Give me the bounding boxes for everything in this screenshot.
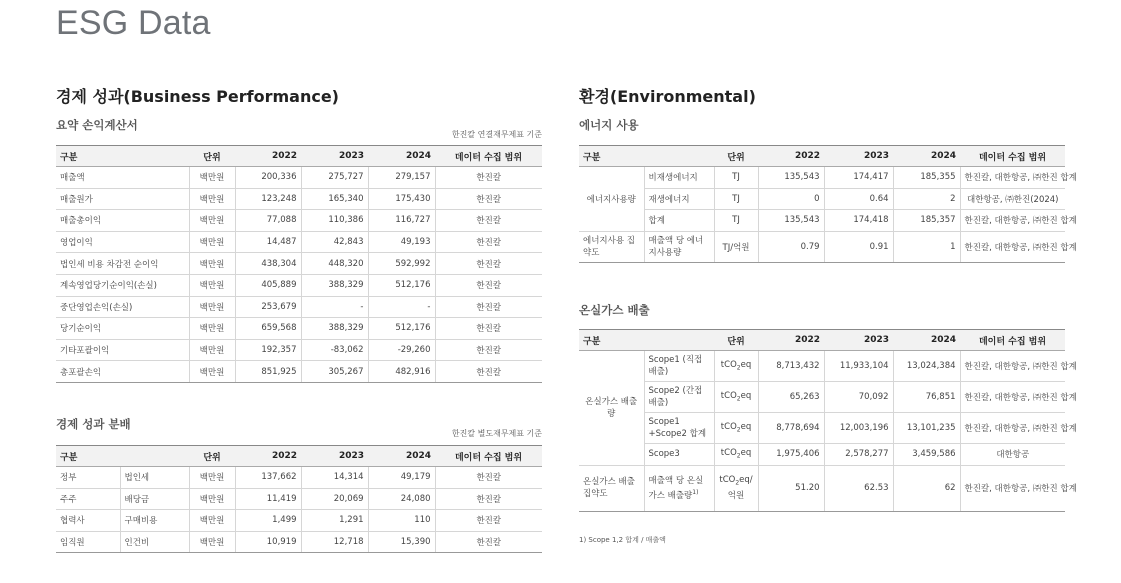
table-row: [579, 167, 1065, 189]
cell-unit: [714, 444, 758, 466]
cell-2024: 592,992: [368, 253, 435, 275]
environmental-section: [579, 84, 1065, 107]
cell-2022: 0: [758, 188, 824, 210]
header-2023: 2023: [824, 330, 893, 351]
cell-stakeholder: 정부: [56, 467, 120, 489]
unit-subscript: 2: [736, 395, 741, 403]
cell-2022: 137,662: [235, 467, 301, 489]
cell-2024: 185,357: [893, 210, 960, 232]
cell-2024: 1: [893, 231, 960, 262]
cell-unit: [714, 465, 758, 511]
cell-2024: 279,157: [368, 167, 435, 189]
cell-2024: 116,727: [368, 210, 435, 232]
cell-category: 법인세 비용 차감전 순이익: [56, 253, 189, 275]
cell-unit: TJ: [714, 188, 758, 210]
cell-2024: 24,080: [368, 488, 435, 510]
cell-category: 매출액: [56, 167, 189, 189]
cell-group: 에너지사용 집약도: [579, 231, 644, 262]
cell-scope: 대한항공, ㈜한진(2024): [960, 188, 1065, 210]
table-row: [56, 274, 542, 296]
header-category: 구분: [579, 330, 714, 351]
cell-2024: 13,024,384: [893, 351, 960, 382]
cell-2024: -: [368, 296, 435, 318]
footnote-marker: 1): [692, 488, 699, 496]
cell-unit: TJ: [714, 210, 758, 232]
cell-subcategory: 합계: [644, 210, 714, 232]
header-2024: 2024: [893, 146, 960, 167]
cell-scope: 한진칼: [435, 210, 542, 232]
cell-2023: -: [301, 296, 368, 318]
table-row: [56, 361, 542, 383]
cell-scope: 한진칼, 대한항공, ㈜한진 합계: [960, 413, 1065, 444]
header-scope: 데이터 수집 범위: [960, 146, 1065, 167]
cell-scope: 한진칼, 대한항공, ㈜한진 합계: [960, 382, 1065, 413]
cell-2022: 1,499: [235, 510, 301, 532]
cell-2022: 135,543: [758, 210, 824, 232]
economic-section: [56, 84, 542, 107]
unit-text: eq: [740, 391, 752, 402]
page-title: ESG Data: [56, 4, 211, 42]
header-2024: 2024: [368, 146, 435, 167]
cell-scope: 한진칼: [435, 488, 542, 510]
economic-section-title: 경제 성과(Business Performance): [56, 87, 339, 106]
cell-2023: 0.91: [824, 231, 893, 262]
distribution-source-note: 한진칼 별도재무제표 기준: [451, 429, 542, 438]
cell-unit: 백만원: [189, 210, 235, 232]
cell-scope: 한진칼: [435, 531, 542, 553]
cell-scope: 한진칼: [435, 467, 542, 489]
income-statement-table-wrap: [56, 145, 542, 383]
cell-scope: 한진칼: [435, 339, 542, 361]
cell-2023: 388,329: [301, 274, 368, 296]
unit-text: tCO: [720, 448, 737, 459]
cell-scope: 대한항공: [960, 444, 1065, 466]
cell-unit: 백만원: [189, 296, 235, 318]
cell-2023: 12,718: [301, 531, 368, 553]
cell-2024: -29,260: [368, 339, 435, 361]
header-unit: 단위: [714, 146, 758, 167]
header-2022: 2022: [758, 330, 824, 351]
cell-2024: 512,176: [368, 274, 435, 296]
header-unit: 단위: [714, 330, 758, 351]
unit-subscript: 2: [736, 364, 741, 372]
cell-2023: 448,320: [301, 253, 368, 275]
cell-subcategory: Scope3: [644, 444, 714, 466]
income-statement-source-note: 한진칼 연결재무제표 기준: [451, 130, 542, 139]
unit-subscript: 2: [736, 426, 741, 434]
cell-subcategory: [644, 465, 714, 511]
table-header-row: [56, 146, 542, 167]
cell-scope: 한진칼: [435, 231, 542, 253]
table-row: [579, 210, 1065, 232]
cell-unit: [714, 413, 758, 444]
cell-scope: 한진칼: [435, 167, 542, 189]
header-2023: 2023: [301, 446, 368, 467]
cell-2023: 110,386: [301, 210, 368, 232]
energy-table-wrap: [579, 145, 1077, 263]
table-row: [56, 231, 542, 253]
header-2023: 2023: [301, 146, 368, 167]
cell-category: 계속영업당기순이익(손실): [56, 274, 189, 296]
table-row: [56, 253, 542, 275]
cell-2023: 70,092: [824, 382, 893, 413]
energy-block: [579, 117, 1065, 133]
ghg-block: [579, 302, 1065, 318]
cell-unit: [714, 382, 758, 413]
ghg-table: [579, 329, 1077, 512]
cell-2022: 11,419: [235, 488, 301, 510]
cell-2024: 110: [368, 510, 435, 532]
cell-scope: 한진칼, 대한항공, ㈜한진 합계: [960, 231, 1065, 262]
cell-unit: 백만원: [189, 274, 235, 296]
cell-unit: 백만원: [189, 318, 235, 340]
cell-2022: 77,088: [235, 210, 301, 232]
cell-2023: 12,003,196: [824, 413, 893, 444]
ghg-footnote-wrap: [579, 535, 1065, 545]
cell-subcategory: Scope1 (직접배출): [644, 351, 714, 382]
cell-2023: 1,291: [301, 510, 368, 532]
cell-category: 매출원가: [56, 188, 189, 210]
ghg-table-wrap: [579, 329, 1077, 512]
cell-2022: 200,336: [235, 167, 301, 189]
header-scope: 데이터 수집 범위: [960, 330, 1065, 351]
cell-group: 온실가스 배출 집약도: [579, 465, 644, 511]
header-category: 구분: [56, 446, 189, 467]
header-2022: 2022: [758, 146, 824, 167]
cell-category: 중단영업손익(손실): [56, 296, 189, 318]
unit-text: tCO: [719, 475, 736, 486]
table-header-row: [56, 446, 542, 467]
cell-category: 총포괄손익: [56, 361, 189, 383]
table-row: [56, 488, 542, 510]
cell-item: 배당금: [120, 488, 189, 510]
cell-scope: 한진칼: [435, 253, 542, 275]
cell-subcategory: 재생에너지: [644, 188, 714, 210]
table-row: [56, 467, 542, 489]
cell-2022: 851,925: [235, 361, 301, 383]
cell-2022: 1,975,406: [758, 444, 824, 466]
cell-unit: 백만원: [189, 167, 235, 189]
cell-2022: 8,778,694: [758, 413, 824, 444]
cell-2023: 62.53: [824, 465, 893, 511]
cell-unit: [714, 351, 758, 382]
cell-scope: 한진칼, 대한항공, ㈜한진 합계: [960, 465, 1065, 511]
table-row: [579, 444, 1065, 466]
distribution-table-wrap: [56, 445, 542, 553]
cell-item: 인건비: [120, 531, 189, 553]
cell-scope: 한진칼: [435, 296, 542, 318]
cell-2022: 192,357: [235, 339, 301, 361]
income-statement-table: [56, 145, 542, 383]
ghg-footnote: 1) Scope 1,2 합계 / 매출액: [579, 536, 666, 544]
cell-stakeholder: 주주: [56, 488, 120, 510]
table-row: [56, 296, 542, 318]
cell-item: 구매비용: [120, 510, 189, 532]
cell-2022: 0.79: [758, 231, 824, 262]
header-category: 구분: [579, 146, 714, 167]
cell-2024: 49,179: [368, 467, 435, 489]
cell-2024: 2: [893, 188, 960, 210]
unit-text: tCO: [720, 422, 737, 433]
cell-unit: 백만원: [189, 510, 235, 532]
table-row: [579, 382, 1065, 413]
cell-unit: 백만원: [189, 467, 235, 489]
table-row: [56, 167, 542, 189]
table-row: [579, 351, 1065, 382]
cell-2024: 76,851: [893, 382, 960, 413]
cell-2024: 482,916: [368, 361, 435, 383]
cell-unit: TJ: [714, 167, 758, 189]
cell-2023: 275,727: [301, 167, 368, 189]
unit-text: eq: [740, 360, 752, 371]
cell-category: 기타포괄이익: [56, 339, 189, 361]
unit-subscript: 2: [736, 453, 741, 461]
cell-2022: 405,889: [235, 274, 301, 296]
environmental-section-title: 환경(Environmental): [579, 87, 756, 106]
cell-2023: 174,418: [824, 210, 893, 232]
header-2022: 2022: [235, 146, 301, 167]
cell-stakeholder: 협력사: [56, 510, 120, 532]
cell-2023: 11,933,104: [824, 351, 893, 382]
cell-unit: 백만원: [189, 339, 235, 361]
cell-subcategory: Scope2 (간접배출): [644, 382, 714, 413]
cell-scope: 한진칼: [435, 318, 542, 340]
row-label: 매출액 당 온실가스 배출량: [648, 475, 704, 501]
cell-scope: 한진칼, 대한항공, ㈜한진 합계: [960, 351, 1065, 382]
cell-2023: 2,578,277: [824, 444, 893, 466]
cell-2024: 49,193: [368, 231, 435, 253]
cell-2022: 253,679: [235, 296, 301, 318]
table-row: [56, 531, 542, 553]
cell-scope: 한진칼: [435, 274, 542, 296]
cell-scope: 한진칼: [435, 510, 542, 532]
ghg-subhead: 온실가스 배출: [579, 303, 650, 317]
unit-text: tCO: [720, 391, 737, 402]
table-row: [56, 510, 542, 532]
header-2023: 2023: [824, 146, 893, 167]
distribution-note-row: [56, 428, 542, 439]
cell-2023: 165,340: [301, 188, 368, 210]
cell-category: 영업이익: [56, 231, 189, 253]
cell-stakeholder: 임직원: [56, 531, 120, 553]
table-row: [579, 413, 1065, 444]
unit-subscript: 2: [735, 479, 740, 487]
cell-2022: 14,487: [235, 231, 301, 253]
cell-unit: 백만원: [189, 188, 235, 210]
cell-2024: 3,459,586: [893, 444, 960, 466]
table-row: [579, 465, 1065, 511]
cell-2023: 305,267: [301, 361, 368, 383]
cell-unit: 백만원: [189, 531, 235, 553]
cell-2023: 174,417: [824, 167, 893, 189]
energy-subhead: 에너지 사용: [579, 118, 639, 132]
cell-2022: 438,304: [235, 253, 301, 275]
cell-subcategory: 비재생에너지: [644, 167, 714, 189]
unit-text: eq: [740, 422, 752, 433]
table-row: [56, 188, 542, 210]
cell-subcategory: 매출액 당 에너지사용량: [644, 231, 714, 262]
cell-2024: 175,430: [368, 188, 435, 210]
cell-2023: 20,069: [301, 488, 368, 510]
table-row: [579, 231, 1065, 262]
table-header-row: [579, 330, 1065, 351]
cell-2022: 659,568: [235, 318, 301, 340]
header-unit: 단위: [189, 446, 235, 467]
cell-unit: TJ/억원: [714, 231, 758, 262]
cell-2022: 65,263: [758, 382, 824, 413]
cell-category: 당기순이익: [56, 318, 189, 340]
cell-subcategory: Scope1 +Scope2 합계: [644, 413, 714, 444]
table-row: [56, 210, 542, 232]
header-unit: 단위: [189, 146, 235, 167]
cell-2024: 62: [893, 465, 960, 511]
cell-2023: 0.64: [824, 188, 893, 210]
header-2024: 2024: [893, 330, 960, 351]
unit-text: tCO: [720, 360, 737, 371]
cell-2022: 135,543: [758, 167, 824, 189]
cell-unit: 백만원: [189, 253, 235, 275]
header-2022: 2022: [235, 446, 301, 467]
cell-group: 온실가스 배출량: [579, 351, 644, 466]
cell-unit: 백만원: [189, 361, 235, 383]
header-2024: 2024: [368, 446, 435, 467]
table-row: [56, 318, 542, 340]
income-statement-subhead: 요약 손익계산서: [56, 118, 138, 132]
distribution-table: [56, 445, 542, 553]
cell-2022: 8,713,432: [758, 351, 824, 382]
cell-2022: 10,919: [235, 531, 301, 553]
energy-table: [579, 145, 1077, 263]
cell-unit: 백만원: [189, 231, 235, 253]
cell-2023: 42,843: [301, 231, 368, 253]
cell-scope: 한진칼: [435, 361, 542, 383]
table-row: [56, 339, 542, 361]
cell-category: 매출총이익: [56, 210, 189, 232]
cell-unit: 백만원: [189, 488, 235, 510]
cell-item: 법인세: [120, 467, 189, 489]
unit-text: eq/ 억원: [727, 475, 753, 501]
cell-2022: 123,248: [235, 188, 301, 210]
cell-2024: 13,101,235: [893, 413, 960, 444]
income-statement-note-row: [56, 129, 542, 140]
table-row: [579, 188, 1065, 210]
cell-2023: -83,062: [301, 339, 368, 361]
header-category: 구분: [56, 146, 189, 167]
unit-text: eq: [740, 448, 752, 459]
cell-2024: 185,355: [893, 167, 960, 189]
cell-2023: 388,329: [301, 318, 368, 340]
cell-2024: 512,176: [368, 318, 435, 340]
cell-scope: 한진칼: [435, 188, 542, 210]
cell-2022: 51.20: [758, 465, 824, 511]
cell-2023: 14,314: [301, 467, 368, 489]
header-scope: 데이터 수집 범위: [435, 146, 542, 167]
header-scope: 데이터 수집 범위: [435, 446, 542, 467]
table-header-row: [579, 146, 1065, 167]
cell-scope: 한진칼, 대한항공, ㈜한진 합계: [960, 210, 1065, 232]
distribution-subhead: 경제 성과 분배: [56, 417, 131, 431]
cell-group: 에너지사용량: [579, 167, 644, 232]
cell-scope: 한진칼, 대한항공, ㈜한진 합계: [960, 167, 1065, 189]
cell-2024: 15,390: [368, 531, 435, 553]
